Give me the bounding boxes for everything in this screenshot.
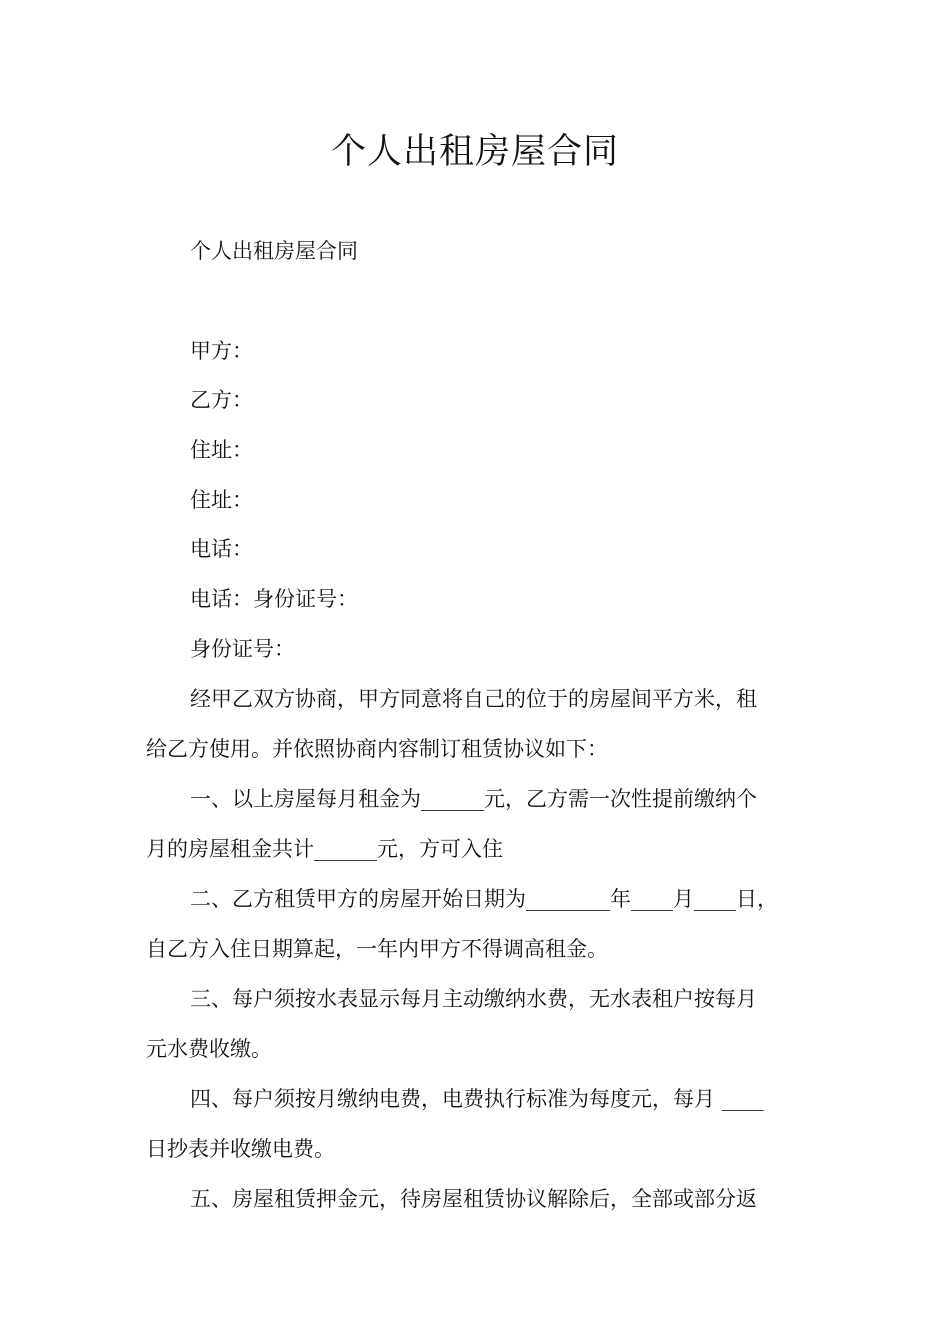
clause-1-line-1: 一、以上房屋每月租金为______元，乙方需一次性提前缴纳个 [190,787,757,811]
paragraph-intro-line-1: 经甲乙双方协商，甲方同意将自己的位于的房屋间平方米，租 [190,687,757,711]
id-number-line: 身份证号： [190,637,295,661]
clause-1-line-2: 月的房屋租金共计______元，方可入住 [146,837,503,861]
clause-5-line-1: 五、房屋租赁押金元，待房屋租赁协议解除后，全部或部分返 [190,1187,757,1211]
party-a-line: 甲方： [190,339,253,363]
subtitle-line: 个人出租房屋合同 [190,239,358,263]
address-line-1: 住址： [190,438,253,462]
clause-4-line-1: 四、每户须按月缴纳电费，电费执行标准为每度元，每月 ____ [190,1087,764,1111]
clause-2-line-2: 自乙方入住日期算起，一年内甲方不得调高租金。 [146,937,608,961]
phone-line-1: 电话： [190,537,253,561]
party-b-line: 乙方： [190,388,253,412]
document-title: 个人出租房屋合同 [330,132,619,172]
paragraph-intro-line-2: 给乙方使用。并依照协商内容制订租赁协议如下： [146,737,608,761]
address-line-2: 住址： [190,488,253,512]
phone-id-line: 电话：身份证号： [190,587,358,611]
clause-2-line-1: 二、乙方租赁甲方的房屋开始日期为________年____月____日， [190,887,778,911]
clause-4-line-2: 日抄表并收缴电费。 [146,1137,335,1161]
clause-3-line-1: 三、每户须按水表显示每月主动缴纳水费，无水表租户按每月 [190,987,757,1011]
clause-3-line-2: 元水费收缴。 [146,1037,272,1061]
